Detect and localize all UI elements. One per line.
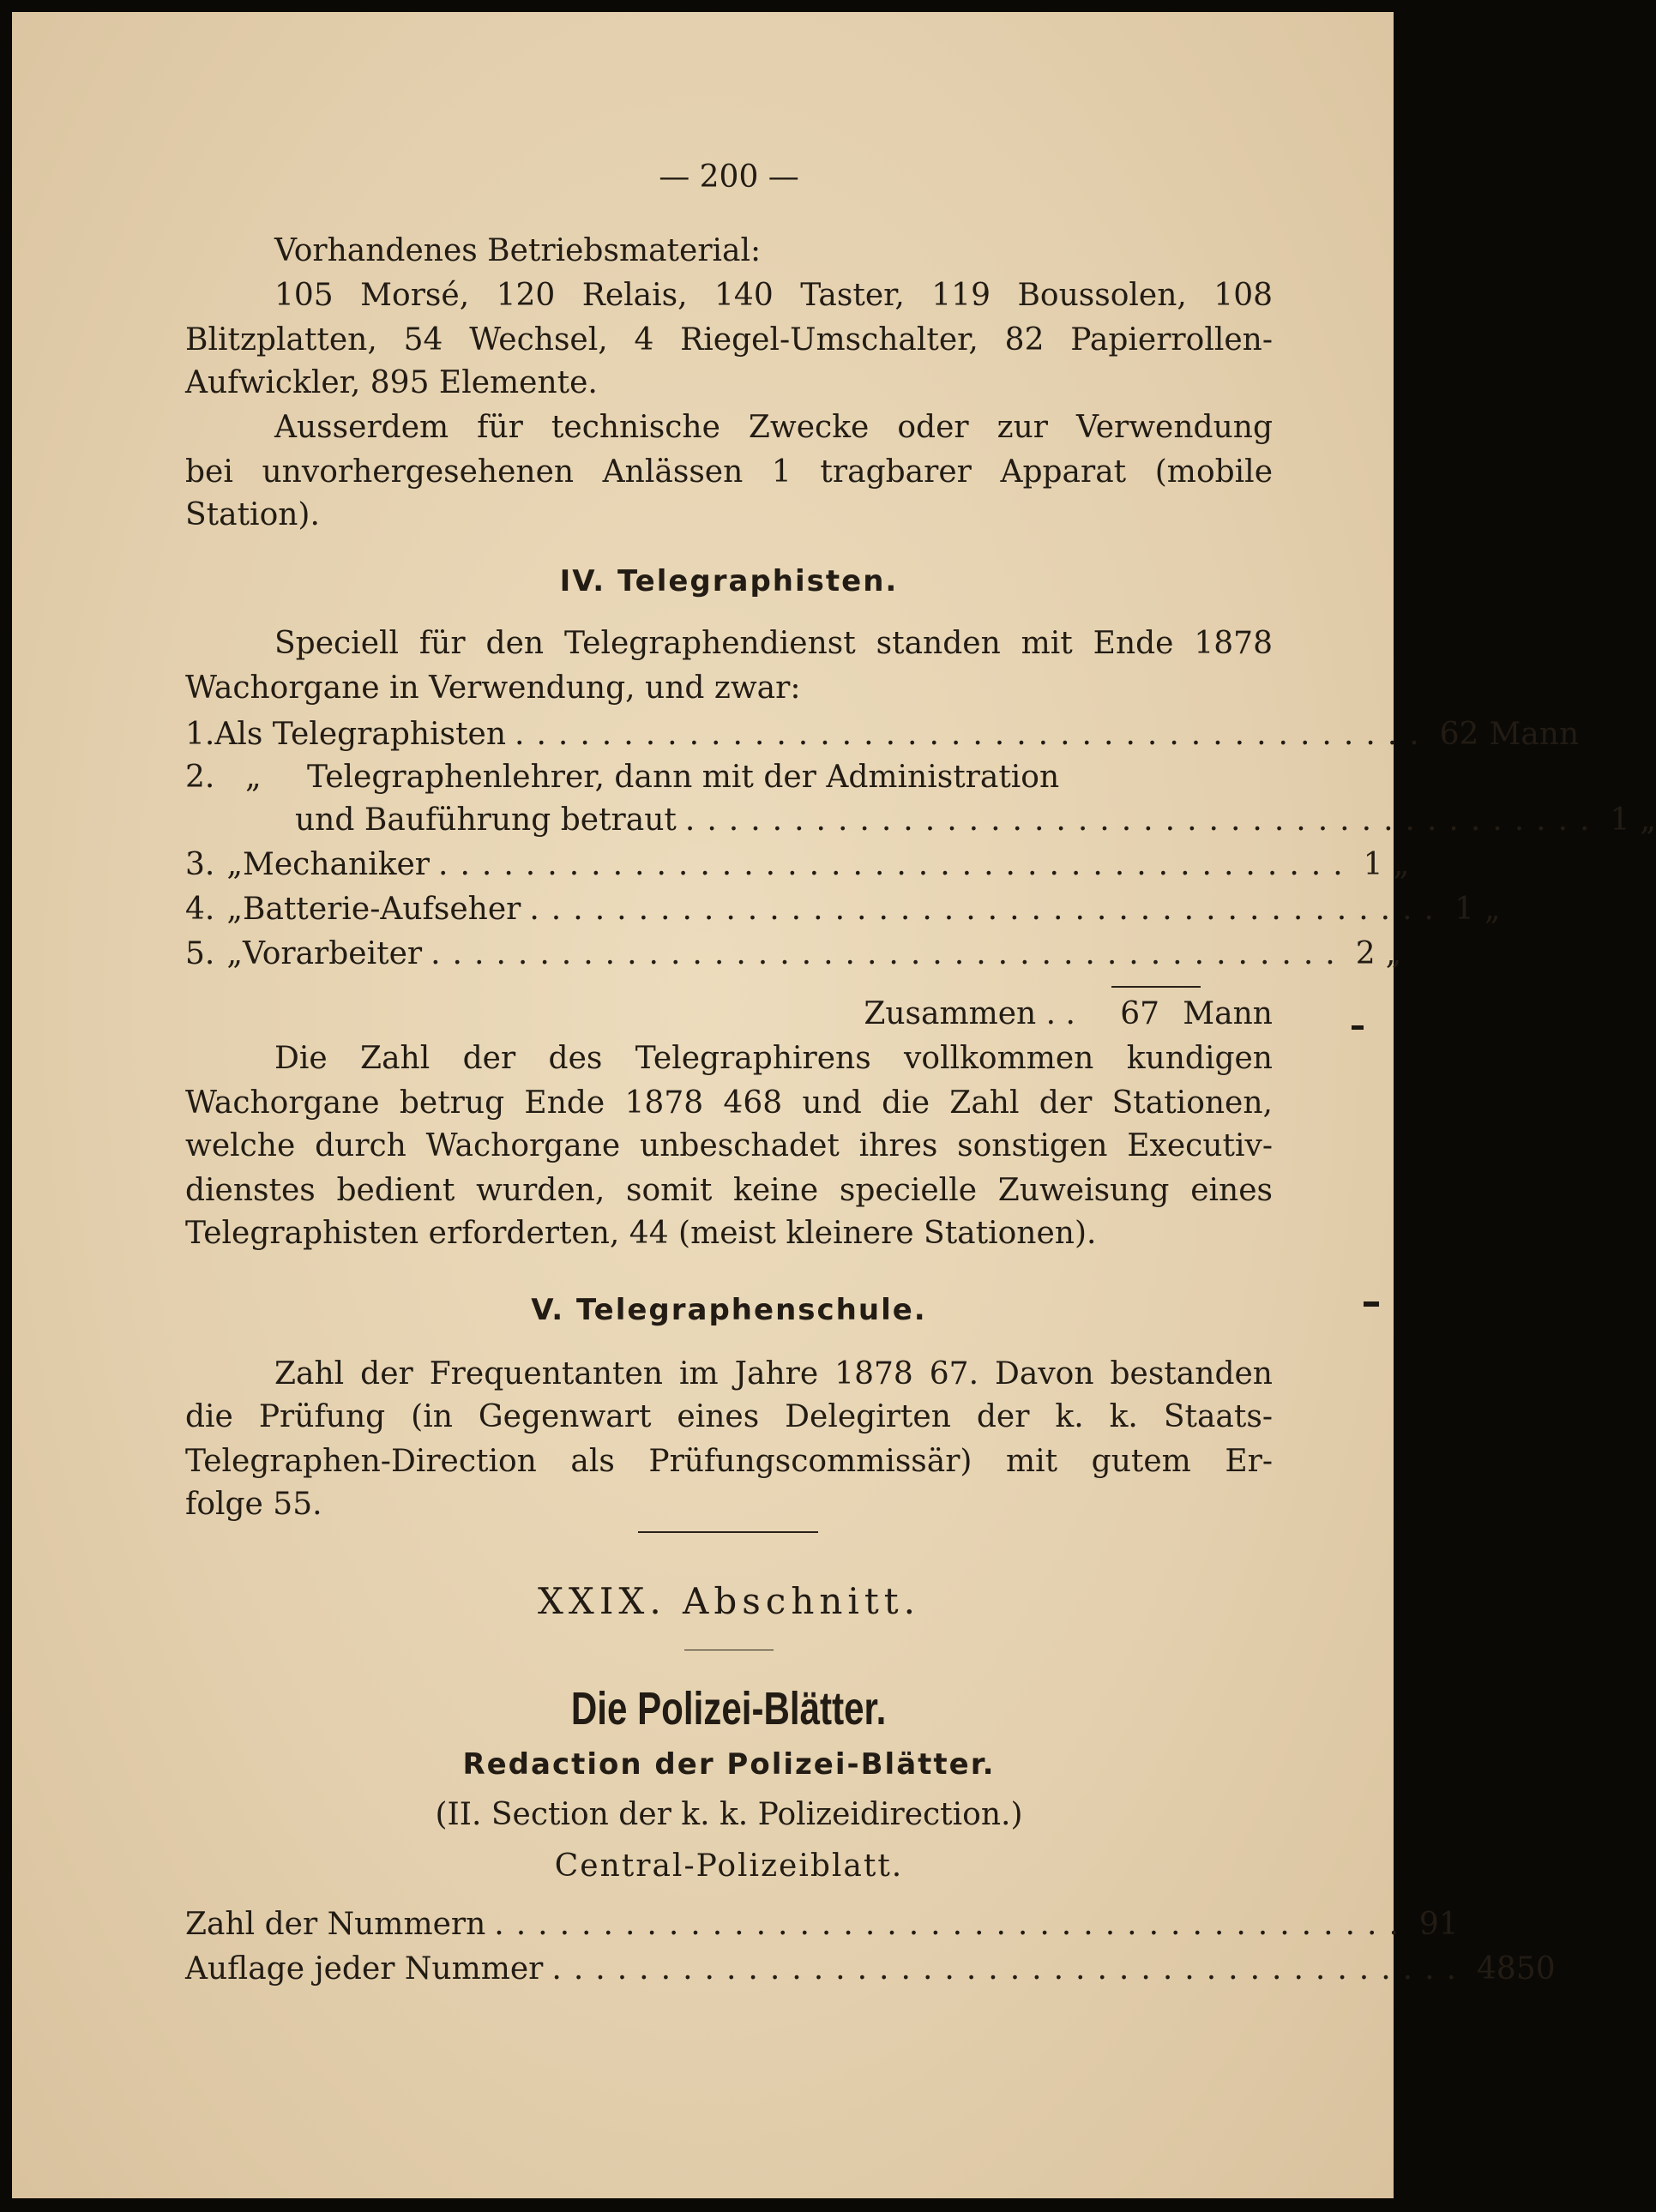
row-value: 2 xyxy=(1355,936,1376,971)
row-label: Telegraphenlehrer, dann mit der Administration xyxy=(307,760,1060,795)
text-line: folge 55. xyxy=(185,1487,322,1522)
row-number: 5. xyxy=(185,936,215,971)
row-value: 1 xyxy=(1610,802,1630,838)
row-value: 91 xyxy=(1418,1907,1459,1942)
total-label: Zusammen . . xyxy=(864,996,1075,1031)
row-unit: „ xyxy=(1484,892,1501,927)
ink-speck xyxy=(1364,1301,1379,1307)
row-value: 1 xyxy=(1454,892,1474,927)
row-value: 1 xyxy=(1363,847,1383,882)
table-row xyxy=(185,933,1402,976)
divider-rule xyxy=(638,1531,818,1533)
leader-dots: .......................................... xyxy=(684,802,1602,838)
table-row xyxy=(185,844,1410,887)
text-line: Speciell für den Telegraphendienst standen mit Ende 1878 xyxy=(274,626,1273,661)
row-number: 3. xyxy=(185,847,215,882)
table-row xyxy=(185,1948,1556,1991)
chapter-heading: XXIX. Abschnitt. xyxy=(538,1580,920,1622)
section-heading: IV. Telegraphisten. xyxy=(559,564,899,598)
text-line: Station). xyxy=(185,497,320,532)
total-value: 67 xyxy=(1120,996,1159,1031)
ink-speck xyxy=(1352,1025,1364,1030)
text-line: 105 Morsé, 120 Relais, 140 Taster, 119 Boussolen, 108 xyxy=(274,278,1273,313)
chapter-subtitle: Redaction der Polizei-Blätter. xyxy=(462,1747,996,1782)
row-number: 1. xyxy=(185,717,215,752)
row-label: Auflage jeder Nummer xyxy=(185,1951,544,1987)
row-unit: „ xyxy=(1393,847,1410,882)
text-line: Blitzplatten, 54 Wechsel, 4 Riegel-Umschalter, 82 Papierrollen- xyxy=(185,322,1273,358)
ditto-mark: „ xyxy=(226,892,244,927)
table-row xyxy=(185,756,1273,799)
text-line: Wachorgane in Verwendung, und zwar: xyxy=(185,670,801,706)
table-row xyxy=(185,799,1656,842)
text-line: Telegraphisten erforderten, 44 (meist kleinere Stationen). xyxy=(185,1216,1097,1251)
row-number: 2. xyxy=(185,760,215,795)
leader-dots: .......................................... xyxy=(551,1951,1469,1987)
inventory-heading: Vorhandenes Betriebsmaterial: xyxy=(274,233,762,268)
text-line: Die Zahl der des Telegraphirens vollkommen kundigen xyxy=(274,1041,1273,1076)
ditto-mark: „ xyxy=(226,847,244,882)
leader-dots: .......................................... xyxy=(494,1907,1411,1942)
text-line: bei unvorhergesehenen Anlässen 1 tragbarer Apparat (mobile xyxy=(185,454,1273,490)
text-line: dienstes bedient wurden, somit keine specielle Zuweisung eines xyxy=(185,1173,1273,1208)
text-line: Zahl der Frequentanten im Jahre 1878 67. Davon bestanden xyxy=(274,1356,1273,1392)
row-unit: „ xyxy=(1640,802,1656,838)
text-line: die Prüfung (in Gegenwart eines Delegirten der k. k. Staats- xyxy=(185,1399,1273,1434)
total-unit: Mann xyxy=(1183,996,1273,1031)
page-number: — 200 — xyxy=(659,159,799,195)
table-row xyxy=(185,888,1501,931)
leader-dots: .......................................... xyxy=(529,892,1446,927)
leader-dots: .......................................... xyxy=(438,847,1355,882)
ditto-mark: „ xyxy=(245,760,262,795)
row-label: Batterie-Aufseher xyxy=(243,892,521,927)
text-line: Telegraphen-Direction als Prüfungscommissär) mit gutem Er- xyxy=(185,1444,1273,1479)
chapter-title-wrap xyxy=(185,1679,1273,1750)
section-heading: V. Telegraphenschule. xyxy=(531,1293,927,1327)
row-label: Vorarbeiter xyxy=(243,936,423,971)
row-value: 62 xyxy=(1439,717,1479,752)
row-unit: „ xyxy=(1385,936,1402,971)
table-row xyxy=(185,713,1580,756)
sum-rule xyxy=(1111,986,1201,988)
chapter-subtitle-2: (II. Section der k. k. Polizeidirection.) xyxy=(435,1797,1023,1832)
row-value: 4850 xyxy=(1477,1951,1556,1987)
text-line: welche durch Wachorgane unbeschadet ihres sonstigen Executiv- xyxy=(185,1128,1273,1163)
text-line: Aufwickler, 895 Elemente. xyxy=(185,365,598,400)
row-unit: Mann xyxy=(1489,717,1580,752)
table-row xyxy=(185,1903,1459,1946)
chapter-subheading: Central-Polizeiblatt. xyxy=(554,1848,904,1884)
total-row xyxy=(185,993,1273,1036)
leader-dots: .......................................... xyxy=(431,936,1347,971)
text-line: Wachorgane betrug Ende 1878 468 und die Zahl der Stationen, xyxy=(185,1085,1273,1121)
chapter-title: Die Polizei-Blätter. xyxy=(571,1683,887,1734)
row-label: Als Telegraphisten xyxy=(214,717,507,752)
row-number: 4. xyxy=(185,892,215,927)
row-label-continued: und Bauführung betraut xyxy=(295,802,677,838)
text-line: Ausserdem für technische Zwecke oder zur Verwendung xyxy=(274,410,1273,445)
row-label: Zahl der Nummern xyxy=(185,1907,486,1942)
row-label: Mechaniker xyxy=(243,847,431,882)
leader-dots: .......................................... xyxy=(515,717,1431,752)
ditto-mark: „ xyxy=(226,936,244,971)
book-page xyxy=(12,12,1656,2198)
